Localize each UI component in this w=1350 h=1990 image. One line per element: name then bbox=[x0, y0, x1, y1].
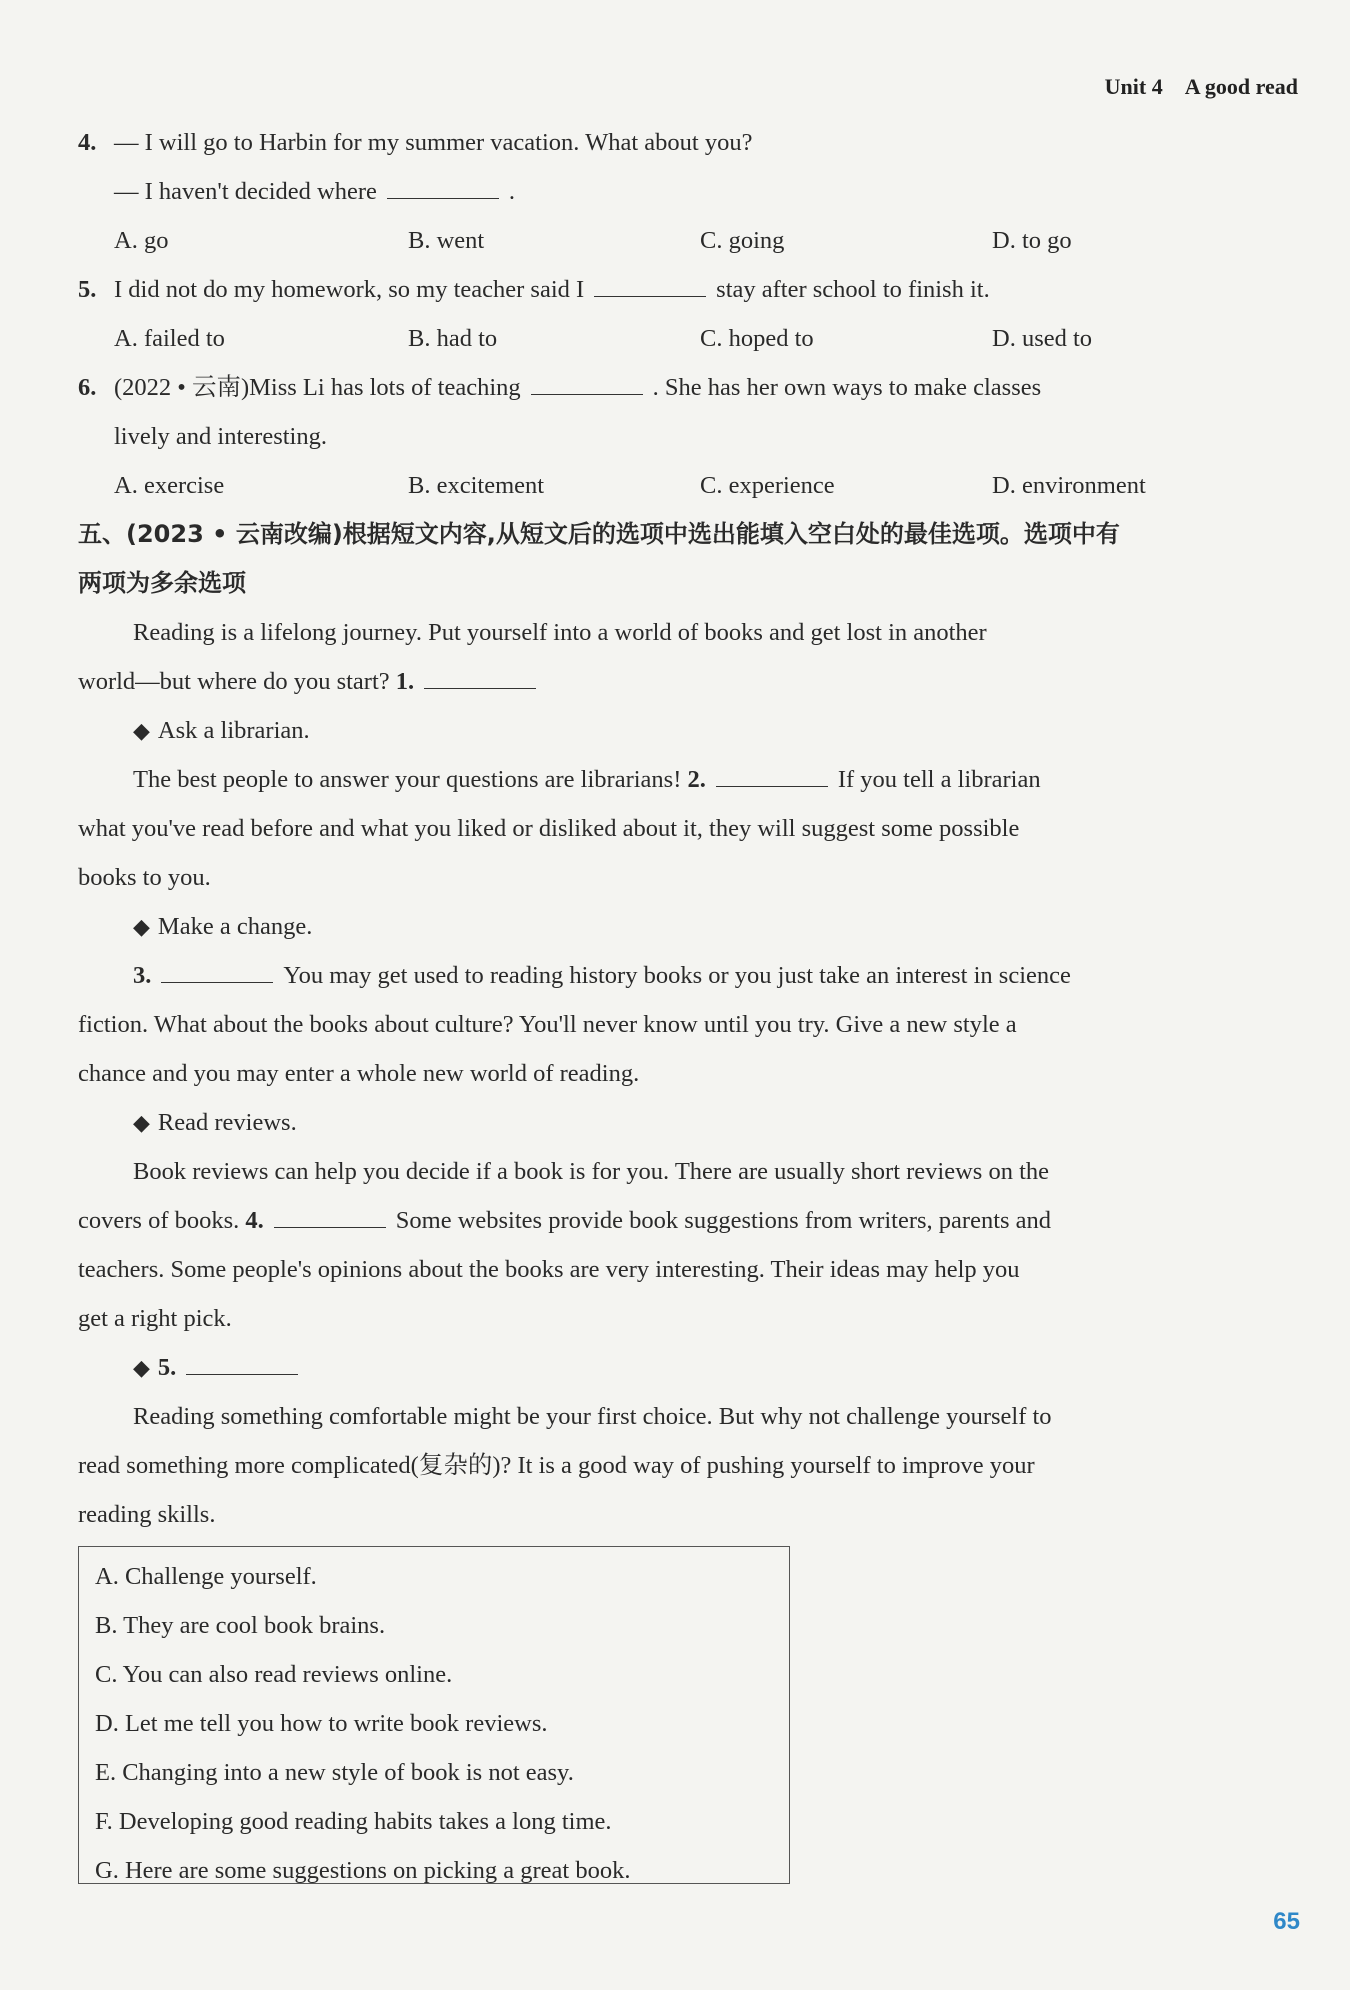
question-text: (2022 • 云南)Miss Li has lots of teaching bbox=[114, 374, 521, 401]
passage-p2-line1 bbox=[78, 755, 1288, 804]
heading-text: Read reviews. bbox=[157, 1109, 297, 1136]
passage-p3-line2: fiction. What about the books about culture? You'll never know until you try. Give a new style a bbox=[78, 1011, 1017, 1038]
section-5-instruction-cont: 两项为多余选项 bbox=[78, 569, 246, 597]
diamond-bullet-icon: ◆ bbox=[133, 914, 150, 939]
passage-text: Some websites provide book suggestions from writers, parents and bbox=[395, 1207, 1052, 1234]
passage-p1-line1: Reading is a lifelong journey. Put yourself into a world of books and get lost in another bbox=[133, 619, 987, 646]
passage-p5-line2: read something more complicated(复杂的)? It is a good way of pushing yourself to improve your bbox=[78, 1452, 1035, 1479]
option-c[interactable]: C. going bbox=[700, 227, 785, 254]
passage-p5-line1: Reading something comfortable might be your first choice. But why not challenge yourself to bbox=[133, 1403, 1052, 1430]
diamond-bullet-icon: ◆ bbox=[133, 1110, 150, 1135]
option-b[interactable]: B. went bbox=[408, 227, 485, 254]
question-text: — I haven't decided where bbox=[114, 178, 377, 205]
options-box bbox=[78, 1546, 790, 1884]
passage-text: world—but where do you start? bbox=[78, 668, 390, 695]
passage-p4-line2 bbox=[78, 1196, 1288, 1245]
option-a[interactable]: A. Challenge yourself. bbox=[95, 1563, 317, 1590]
option-b[interactable]: B. They are cool book brains. bbox=[95, 1612, 386, 1639]
option-b[interactable]: B. excitement bbox=[408, 472, 545, 499]
option-a[interactable]: A. failed to bbox=[114, 325, 225, 352]
question-5-options bbox=[78, 314, 1288, 363]
heading-blank-5 bbox=[78, 1343, 1288, 1392]
option-f[interactable]: F. Developing good reading habits takes a long time. bbox=[95, 1808, 612, 1835]
question-4-line1 bbox=[78, 118, 1288, 167]
question-text: stay after school to finish it. bbox=[716, 276, 990, 303]
option-c[interactable]: C. experience bbox=[700, 472, 835, 499]
question-6-line2: lively and interesting. bbox=[114, 423, 327, 450]
option-d[interactable]: D. environment bbox=[992, 472, 1146, 499]
diamond-bullet-icon: ◆ bbox=[133, 1355, 150, 1380]
blank-number-5: 5. bbox=[157, 1354, 177, 1381]
passage-p1-line2 bbox=[78, 657, 1288, 706]
heading-ask-librarian bbox=[78, 706, 1288, 755]
passage-text: The best people to answer your questions are librarians! bbox=[133, 766, 682, 793]
question-number: 4. bbox=[78, 129, 97, 156]
diamond-bullet-icon: ◆ bbox=[133, 718, 150, 743]
option-a[interactable]: A. go bbox=[114, 227, 169, 254]
answer-blank-4[interactable] bbox=[274, 1201, 386, 1228]
passage-text: You may get used to reading history books or you just take an interest in science bbox=[283, 962, 1071, 989]
passage-p4-line1: Book reviews can help you decide if a book is for you. There are usually short reviews on the bbox=[133, 1158, 1049, 1185]
question-number: 6. bbox=[78, 374, 97, 401]
question-5-line1 bbox=[78, 265, 1288, 314]
question-text: — I will go to Harbin for my summer vacation. What about you? bbox=[114, 129, 753, 156]
question-6-options bbox=[78, 461, 1288, 510]
heading-text: Make a change. bbox=[157, 913, 313, 940]
blank-number-2: 2. bbox=[687, 766, 706, 793]
passage-p2-line2: what you've read before and what you liked or disliked about it, they will suggest some possible bbox=[78, 815, 1020, 842]
passage-p5-line3: reading skills. bbox=[78, 1501, 216, 1528]
blank-number-3: 3. bbox=[133, 962, 152, 989]
exercise-content bbox=[78, 118, 1288, 1539]
option-c[interactable]: C. You can also read reviews online. bbox=[95, 1661, 453, 1688]
heading-make-change bbox=[78, 902, 1288, 951]
passage-text: covers of books. bbox=[78, 1207, 240, 1234]
option-d[interactable]: D. to go bbox=[992, 227, 1072, 254]
question-text: I did not do my homework, so my teacher said I bbox=[114, 276, 585, 303]
section-5-instruction: 五、(2023 • 云南改编)根据短文内容,从短文后的选项中选出能填入空白处的最佳选项。选项中有 bbox=[78, 520, 1120, 548]
passage-p2-line3: books to you. bbox=[78, 864, 211, 891]
blank-number-4: 4. bbox=[245, 1207, 264, 1234]
unit-title: A good read bbox=[1184, 74, 1298, 99]
option-b[interactable]: B. had to bbox=[408, 325, 498, 352]
option-e[interactable]: E. Changing into a new style of book is not easy. bbox=[95, 1759, 574, 1786]
question-4-line2 bbox=[78, 167, 1288, 216]
answer-blank-2[interactable] bbox=[716, 760, 828, 787]
question-number: 5. bbox=[78, 276, 97, 303]
passage-p4-line4: get a right pick. bbox=[78, 1305, 232, 1332]
option-d[interactable]: D. Let me tell you how to write book reviews. bbox=[95, 1710, 548, 1737]
answer-blank[interactable] bbox=[594, 270, 706, 297]
option-a[interactable]: A. exercise bbox=[114, 472, 225, 499]
punctuation: . bbox=[508, 178, 516, 205]
question-4-options bbox=[78, 216, 1288, 265]
answer-blank[interactable] bbox=[387, 172, 499, 199]
answer-blank-1[interactable] bbox=[424, 662, 536, 689]
option-g[interactable]: G. Here are some suggestions on picking a great book. bbox=[95, 1857, 631, 1884]
question-text: . She has her own ways to make classes bbox=[652, 374, 1042, 401]
answer-blank-5[interactable] bbox=[186, 1348, 298, 1375]
heading-read-reviews bbox=[78, 1098, 1288, 1147]
passage-p4-line3: teachers. Some people's opinions about the books are very interesting. Their ideas may help you bbox=[78, 1256, 1020, 1283]
passage-text: If you tell a librarian bbox=[837, 766, 1041, 793]
answer-blank[interactable] bbox=[531, 368, 643, 395]
passage-p3-line3: chance and you may enter a whole new world of reading. bbox=[78, 1060, 640, 1087]
question-6-line1 bbox=[78, 363, 1288, 412]
page-number: 65 bbox=[1273, 1908, 1300, 1935]
unit-header bbox=[1105, 74, 1298, 100]
answer-blank-3[interactable] bbox=[161, 956, 273, 983]
blank-number-1: 1. bbox=[395, 668, 415, 695]
unit-label: Unit 4 bbox=[1104, 74, 1163, 99]
option-d[interactable]: D. used to bbox=[992, 325, 1093, 352]
option-c[interactable]: C. hoped to bbox=[700, 325, 814, 352]
passage-p3-line1 bbox=[78, 951, 1288, 1000]
heading-text: Ask a librarian. bbox=[157, 717, 310, 744]
